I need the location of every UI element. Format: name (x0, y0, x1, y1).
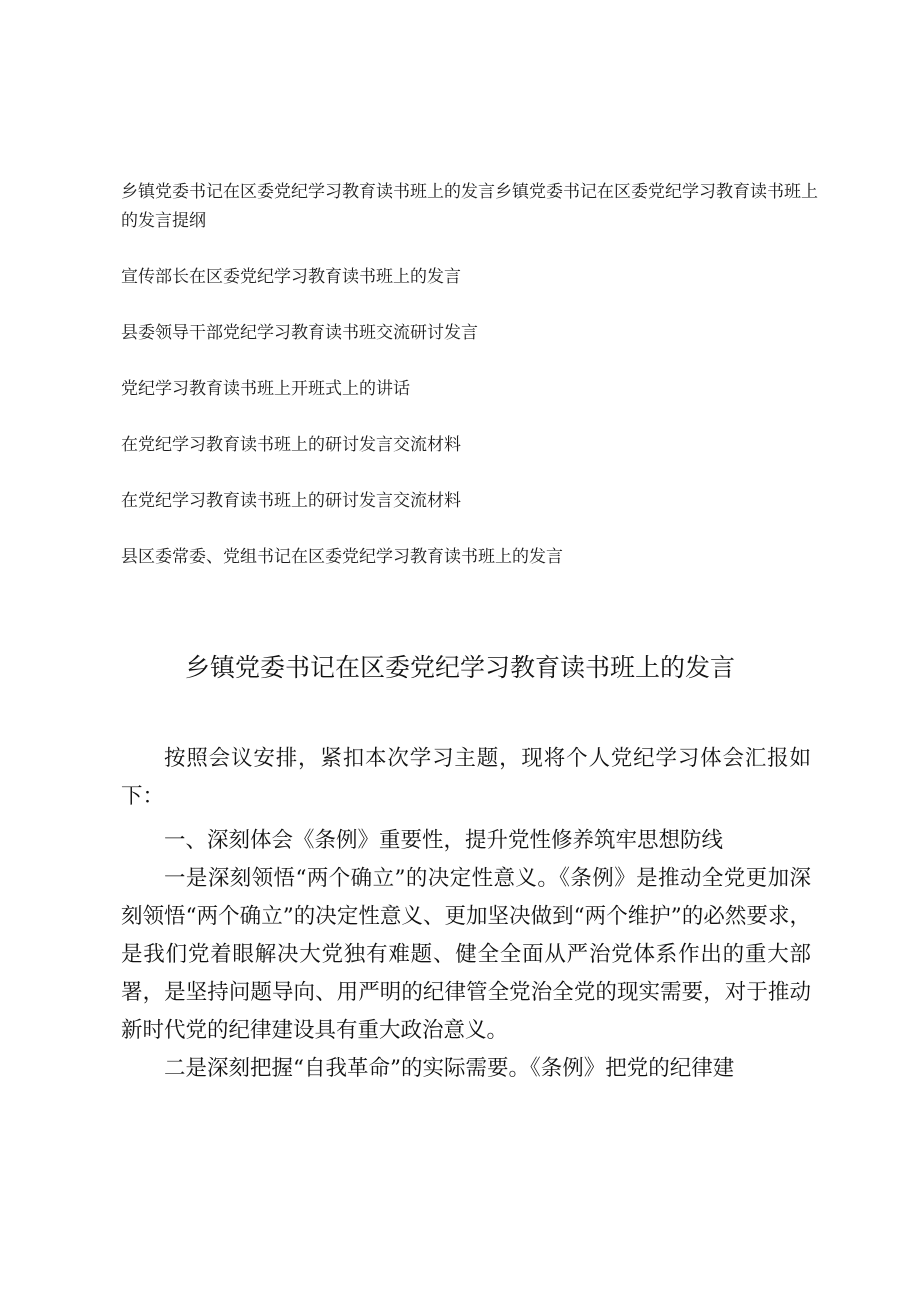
toc-item-2: 宣传部长在区委党纪学习教育读书班上的发言 (121, 267, 461, 287)
document-body (121, 740, 811, 1088)
toc-item-6: 在党纪学习教育读书班上的研讨发言交流材料 (121, 491, 461, 511)
toc-item-1: 乡镇党委书记在区委党纪学习教育读书班上的发言乡镇党委书记在区委党纪学习教育读书班上的发言提纲 (121, 182, 818, 231)
document-title: 乡镇党委书记在区委党纪学习教育读书班上的发言 (184, 653, 735, 682)
section-heading-1: 一、深刻体会《条例》重要性，提升党性修养筑牢思想防线 (164, 828, 724, 853)
toc-item-4: 党纪学习教育读书班上开班式上的讲话 (121, 379, 410, 399)
table-of-contents (121, 178, 821, 572)
paragraph-2: 二是深刻把握“自我革命”的实际需要。《条例》把党的纪律建 (164, 1056, 735, 1081)
intro-paragraph: 按照会议安排，紧扣本次学习主题，现将个人党纪学习体会汇报如下： (121, 746, 811, 809)
toc-item-3: 县委领导干部党纪学习教育读书班交流研讨发言 (121, 323, 478, 343)
toc-item-5: 在党纪学习教育读书班上的研讨发言交流材料 (121, 435, 461, 455)
toc-item-7: 县区委常委、党组书记在区委党纪学习教育读书班上的发言 (121, 547, 563, 567)
paragraph-1: 一是深刻领悟“两个确立”的决定性意义。《条例》是推动全党更加深刻领悟“两个确立”的决定性意义、更加坚决做到“两个维护”的必然要求，是我们党着眼解决大党独有难题、健全全面从严治党体系作出的重大部署，是坚持问题导向、用严明的纪律管全党治全党的现实需要，对于推动新时代党的纪律建设具有重大政治意义。 (121, 866, 811, 1043)
